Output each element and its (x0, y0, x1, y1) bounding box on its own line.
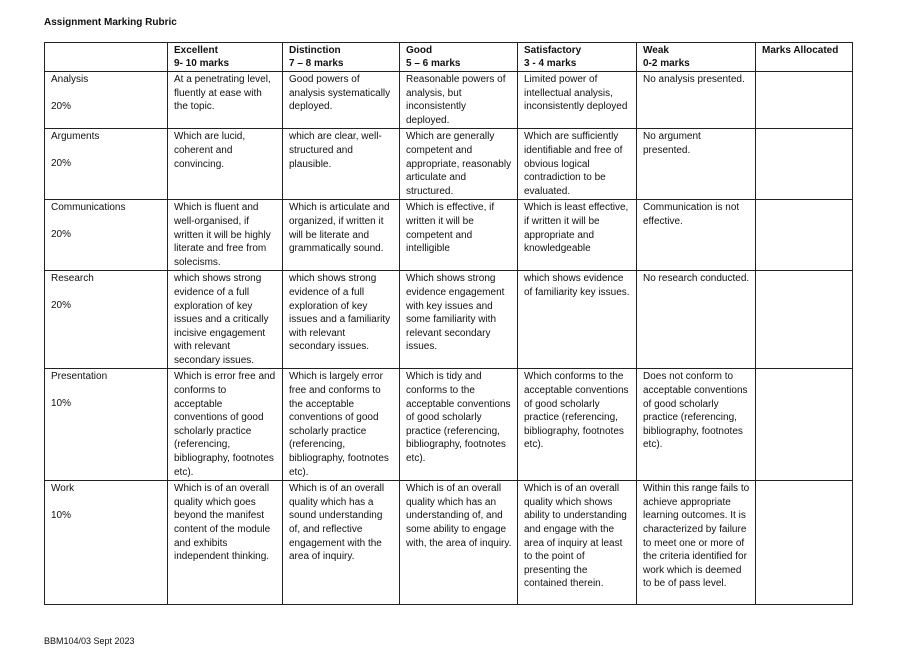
excellent-cell: Which are lucid, coherent and convincing. (168, 129, 283, 200)
distinction-cell: Which is articulate and organized, if written it will be literate and grammatically sound. (283, 200, 400, 271)
marks-cell[interactable] (756, 481, 853, 605)
header-row (45, 43, 853, 72)
page-title: Assignment Marking Rubric (44, 17, 177, 28)
table-row (45, 200, 853, 271)
header-satisfactory: Satisfactory 3 - 4 marks (518, 43, 637, 72)
criterion-cell: Work 10% (45, 481, 168, 605)
good-cell: Which is effective, if written it will be competent and intelligible (400, 200, 518, 271)
distinction-cell: which shows strong evidence of a full exploration of key issues and a familiarity with relevant secondary issues. (283, 271, 400, 369)
table-row (45, 129, 853, 200)
distinction-cell: Which is of an overall quality which has a sound understanding of, and reflective engagement with the area of inquiry. (283, 481, 400, 605)
satisfactory-cell: Which conforms to the acceptable conventions of good scholarly practice (referencing, bibliography, footnotes etc). (518, 369, 637, 481)
good-cell: Which is of an overall quality which has an understanding of, and some ability to engage with, the area of inquiry. (400, 481, 518, 605)
header-excellent: Excellent 9- 10 marks (168, 43, 283, 72)
distinction-cell: Which is largely error free and conforms to the acceptable conventions of good scholarly practice (referencing, bibliography, footnotes etc). (283, 369, 400, 481)
weak-cell: No analysis presented. (637, 72, 756, 129)
table-row (45, 369, 853, 481)
header-marks-allocated: Marks Allocated (756, 43, 853, 72)
header-weak: Weak 0-2 marks (637, 43, 756, 72)
marks-cell[interactable] (756, 129, 853, 200)
weak-cell: No argument presented. (637, 129, 756, 200)
excellent-cell: Which is error free and conforms to acceptable conventions of good scholarly practice (referencing, bibliography, footnotes etc). (168, 369, 283, 481)
excellent-cell: Which is fluent and well-organised, if written it will be highly literate and free from solecisms. (168, 200, 283, 271)
distinction-cell: Good powers of analysis systematically deployed. (283, 72, 400, 129)
weak-cell: Within this range fails to achieve appropriate learning outcomes. It is characterized by failure to meet one or more of the criteria identified for work which is deemed to be of pass level. (637, 481, 756, 605)
table-row (45, 72, 853, 129)
good-cell: Reasonable powers of analysis, but inconsistently deployed. (400, 72, 518, 129)
document-footer: BBM104/03 Sept 2023 (44, 636, 135, 646)
header-good: Good 5 – 6 marks (400, 43, 518, 72)
table-row (45, 271, 853, 369)
excellent-cell: At a penetrating level, fluently at ease with the topic. (168, 72, 283, 129)
header-criterion (45, 43, 168, 72)
criterion-cell: Communications 20% (45, 200, 168, 271)
weak-cell: Communication is not effective. (637, 200, 756, 271)
criterion-cell: Arguments 20% (45, 129, 168, 200)
distinction-cell: which are clear, well-structured and plausible. (283, 129, 400, 200)
weak-cell: No research conducted. (637, 271, 756, 369)
table-row (45, 481, 853, 605)
header-distinction: Distinction 7 – 8 marks (283, 43, 400, 72)
good-cell: Which shows strong evidence engagement with key issues and some familiarity with relevant secondary issues. (400, 271, 518, 369)
marks-cell[interactable] (756, 369, 853, 481)
satisfactory-cell: which shows evidence of familiarity key issues. (518, 271, 637, 369)
excellent-cell: Which is of an overall quality which goes beyond the manifest content of the module and exhibits independent thinking. (168, 481, 283, 605)
criterion-cell: Presentation 10% (45, 369, 168, 481)
satisfactory-cell: Which is least effective, if written it will be appropriate and knowledgeable (518, 200, 637, 271)
criterion-cell: Analysis 20% (45, 72, 168, 129)
rubric-table (44, 42, 853, 605)
satisfactory-cell: Limited power of intellectual analysis, inconsistently deployed (518, 72, 637, 129)
marks-cell[interactable] (756, 271, 853, 369)
good-cell: Which is tidy and conforms to the acceptable conventions of good scholarly practice (referencing, bibliography, footnotes etc). (400, 369, 518, 481)
good-cell: Which are generally competent and appropriate, reasonably articulate and structured. (400, 129, 518, 200)
satisfactory-cell: Which is of an overall quality which shows ability to understanding and engage with the area of inquiry at least to the point of presenting the contained therein. (518, 481, 637, 605)
marks-cell[interactable] (756, 72, 853, 129)
weak-cell: Does not conform to acceptable conventions of good scholarly practice (referencing, bibliography, footnotes etc). (637, 369, 756, 481)
marks-cell[interactable] (756, 200, 853, 271)
criterion-cell: Research 20% (45, 271, 168, 369)
excellent-cell: which shows strong evidence of a full exploration of key issues and a critically incisive engagement with relevant secondary issues. (168, 271, 283, 369)
satisfactory-cell: Which are sufficiently identifiable and free of obvious logical contradiction to be evaluated. (518, 129, 637, 200)
